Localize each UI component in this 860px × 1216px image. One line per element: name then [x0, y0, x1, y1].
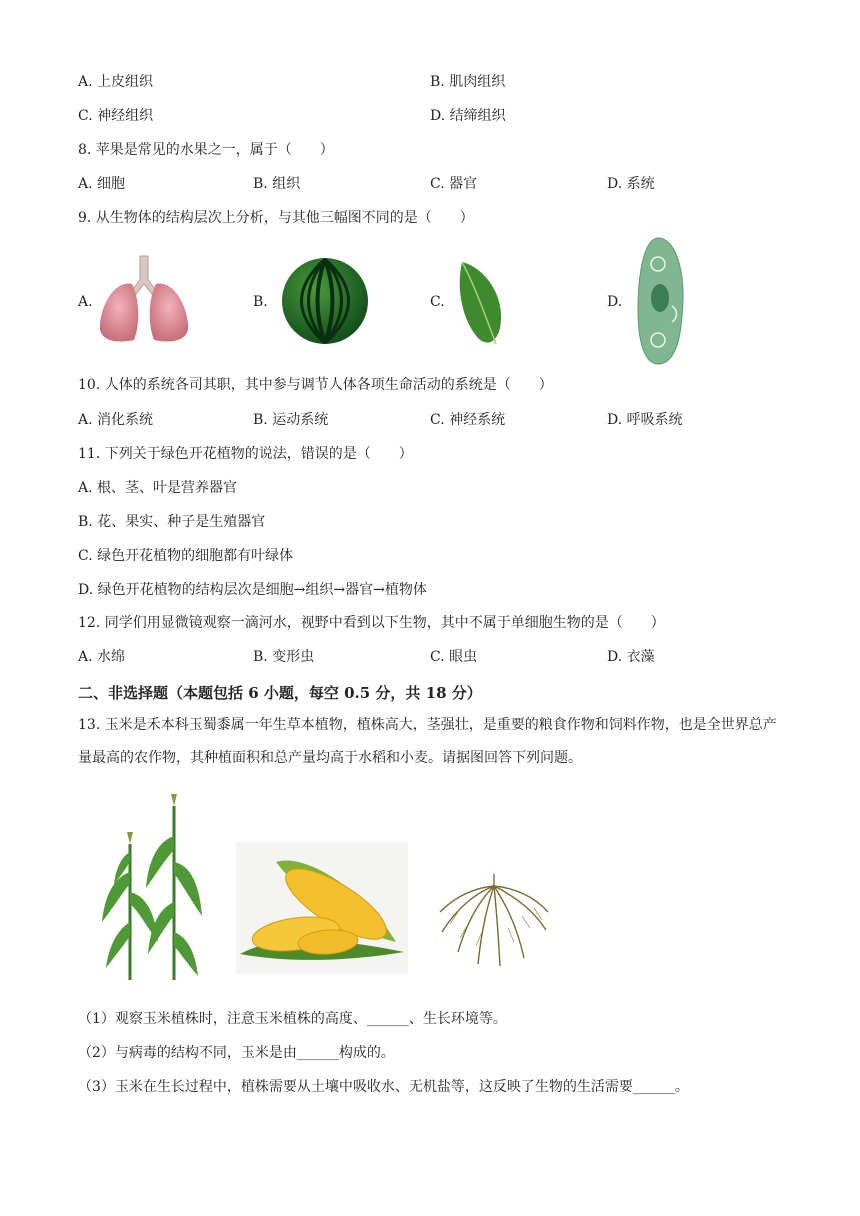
q7-option-d: D. 结缔组织: [430, 108, 506, 124]
q9-stem: 9. 从生物体的结构层次上分析，与其他三幅图不同的是（ ）: [78, 210, 474, 226]
q11-option-c: C. 绿色开花植物的细胞都有叶绿体: [78, 548, 294, 564]
q9-label-c: C.: [430, 294, 445, 310]
corn-ear-image: [236, 842, 408, 974]
q7-option-c: C. 神经组织: [78, 108, 154, 124]
q11-option-d: D. 绿色开花植物的结构层次是细胞→组织→器官→植物体: [78, 582, 427, 598]
corn-root-image: [438, 872, 550, 968]
q9-label-b: B.: [253, 294, 268, 310]
q8-option-c: C. 器官: [430, 176, 478, 192]
q7-option-b: B. 肌肉组织: [430, 74, 506, 90]
q13-sub-3: （3）玉米在生长过程中，植株需要从土壤中吸收水、无机盐等，这反映了生物的生活需要______。: [78, 1079, 689, 1095]
q11-option-a: A. 根、茎、叶是营养器官: [78, 480, 238, 496]
leaf-image: [456, 258, 508, 348]
q8-option-b: B. 组织: [253, 176, 301, 192]
q12-option-c: C. 眼虫: [430, 649, 478, 665]
q9-label-a: A.: [78, 294, 93, 310]
q10-option-a: A. 消化系统: [78, 412, 154, 428]
lungs-image: [96, 254, 192, 346]
q13-stem: 13. 玉米是禾本科玉蜀黍属一年生草本植物，植株高大，茎强壮，是重要的粮食作物和饲料作物，也是全世界总产量最高的农作物，其种植面积和总产量均高于水稻和小麦。请据图回答下列问题。: [78, 717, 777, 766]
corn-plant-image: [98, 792, 204, 982]
q10-option-d: D. 呼吸系统: [607, 412, 683, 428]
paramecium-image: [632, 236, 688, 368]
q11-option-b: B. 花、果实、种子是生殖器官: [78, 514, 266, 530]
q12-stem: 12. 同学们用显微镜观察一滴河水，视野中看到以下生物，其中不属于单细胞生物的是（ ）: [78, 615, 665, 631]
q9-label-d: D.: [607, 294, 623, 310]
q13-sub-1: （1）观察玉米植株时，注意玉米植株的高度、______、生长环境等。: [78, 1011, 507, 1027]
q10-option-c: C. 神经系统: [430, 412, 506, 428]
q13-sub-2: （2）与病毒的结构不同，玉米是由______构成的。: [78, 1045, 395, 1061]
section-heading: 二、非选择题（本题包括 6 小题，每空 0.5 分，共 18 分）: [78, 684, 482, 702]
q8-option-a: A. 细胞: [78, 176, 126, 192]
watermelon-image: [280, 256, 370, 346]
q8-stem: 8. 苹果是常见的水果之一，属于（ ）: [78, 142, 334, 158]
q12-option-a: A. 水绵: [78, 649, 126, 665]
q7-option-a: A. 上皮组织: [78, 74, 154, 90]
q11-stem: 11. 下列关于绿色开花植物的说法，错误的是（ ）: [78, 446, 413, 462]
q12-option-d: D. 衣藻: [607, 649, 655, 665]
q10-option-b: B. 运动系统: [253, 412, 329, 428]
q10-stem: 10. 人体的系统各司其职，其中参与调节人体各项生命活动的系统是（ ）: [78, 377, 553, 393]
q8-option-d: D. 系统: [607, 176, 655, 192]
q12-option-b: B. 变形虫: [253, 649, 315, 665]
